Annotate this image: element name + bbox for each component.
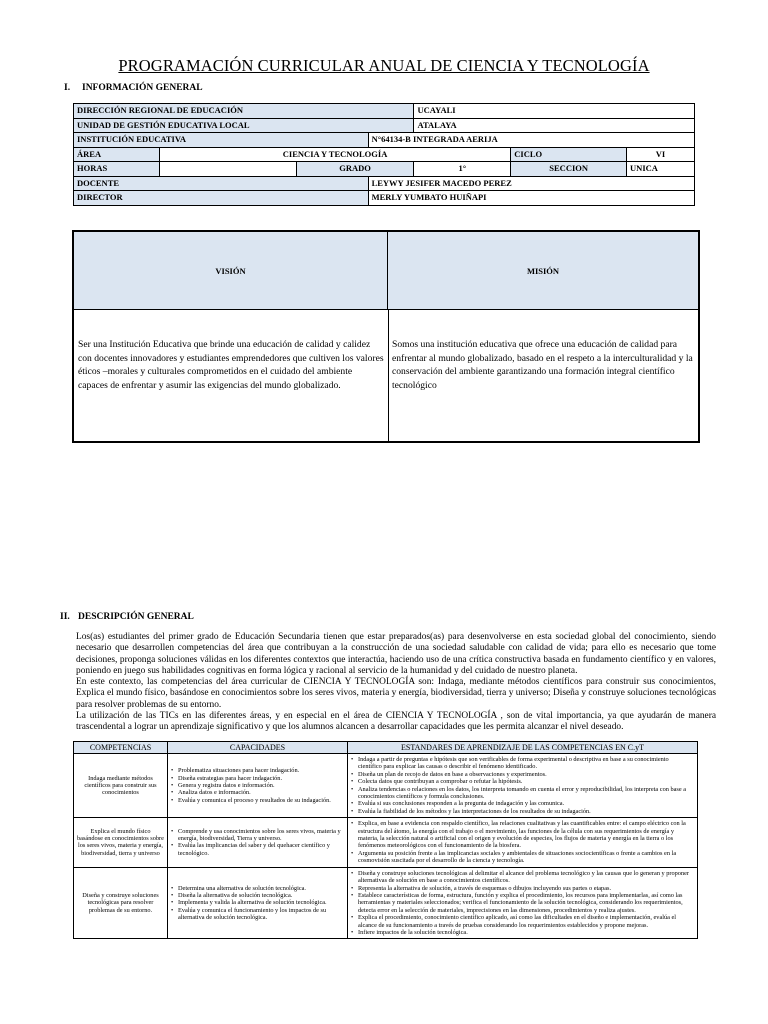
standard-item: • Diseña un plan de recojo de datos en base a observaciones y experimentos. bbox=[351, 771, 694, 778]
competencies-table bbox=[73, 741, 698, 939]
capacity-item: • Evalúa las implicancias del saber y del quehacer científico y tecnológico. bbox=[171, 842, 344, 857]
section-2-number: II. bbox=[60, 612, 70, 622]
ie-value: N°64134-B INTEGRADA AERIJA bbox=[368, 133, 694, 148]
info-row-area bbox=[74, 147, 695, 162]
mission-header: MISIÓN bbox=[388, 232, 698, 310]
grado-label: GRADO bbox=[296, 162, 414, 177]
competency-row bbox=[74, 867, 698, 939]
general-info-table bbox=[73, 103, 695, 206]
info-row-dre bbox=[74, 104, 695, 119]
seccion-label: SECCION bbox=[511, 162, 627, 177]
dre-label: DIRECCIÓN REGIONAL DE EDUCACIÓN bbox=[74, 104, 414, 119]
director-label: DIRECTOR bbox=[74, 191, 369, 206]
vision-text: Ser una Institución Educativa que brinde una educación de calidad y calidez con docentes innovadores y estudiantes emprendedores que cultiven los valores éticos –morales y culturales comprometidos en el cuidado del ambiente capaces de enfrentar y asumir las exigencias del mundo globalizado. bbox=[78, 339, 384, 391]
capacity-item: • Evalúa y comunica el proceso y resultados de su indagación. bbox=[171, 797, 344, 804]
capacities-cell bbox=[168, 867, 348, 939]
standards-cell bbox=[348, 867, 698, 939]
info-row-ugel bbox=[74, 118, 695, 133]
page-title: PROGRAMACIÓN CURRICULAR ANUAL DE CIENCIA Y TECNOLOGÍA bbox=[118, 56, 650, 75]
info-row-director bbox=[74, 191, 695, 206]
standard-item: • Representa la alternativa de solución, a través de esquemas o dibujos incluyendo sus partes o etapas. bbox=[351, 885, 694, 892]
standard-item: • Evalúa si sus conclusiones responden a la pregunta de indagación y las comunica. bbox=[351, 800, 694, 807]
header-capacidades: CAPACIDADES bbox=[168, 742, 348, 754]
competency-row bbox=[74, 754, 698, 818]
ugel-label: UNIDAD DE GESTIÓN EDUCATIVA LOCAL bbox=[74, 118, 414, 133]
mission-text: Somos una institución educativa que ofrece una educación de calidad para enfrentar al mundo globalizado, basado en el respeto a la interculturalidad y la conservación del ambiente garantizando una formación integral científico tecnológico bbox=[392, 339, 693, 391]
capacity-item: • Problematiza situaciones para hacer indagación. bbox=[171, 767, 344, 774]
header-competencias: COMPETENCIAS bbox=[74, 742, 168, 754]
horas-value bbox=[159, 162, 296, 177]
section-2-label: DESCRIPCIÓN GENERAL bbox=[78, 612, 194, 622]
standard-item: • Evalúa la fiabilidad de los métodos y las interpretaciones de los resultados de su indagación. bbox=[351, 808, 694, 815]
vision-header: VISIÓN bbox=[74, 232, 388, 310]
standard-item: • Argumenta su posición frente a las implicancias sociales y ambientales de situaciones sociocientíficas o frente a cambios en la cosmovisión suscitada por el desarrollo de la ciencia y tecnología. bbox=[351, 850, 694, 865]
director-value: MERLY YUMBATO HUIÑAPI bbox=[368, 191, 694, 206]
capacity-item: • Comprende y usa conocimientos sobre los seres vivos, materia y energía, biodiversidad, Tierra y universo. bbox=[171, 828, 344, 843]
description-paragraph-3: La utilización de las TICs en las diferentes áreas, y en especial en el área de CIENCIA Y TECNOLOGÍA , son de vital importancia, ya que ayudarán de manera trascendental a lograr un aprendizaje significativo y que los alumnos alcancen a desarrollar capacidades que les permita alcanzar el nivel deseado. bbox=[76, 711, 716, 733]
description-paragraph-1: Los(as) estudiantes del primer grado de Educación Secundaria tienen que estar preparados(as) para desenvolverse en esta sociedad global del conocimiento, siendo necesario que desarrollen competencias del área que contribuyan a la construcción de una sociedad saludable con calidad de vida; para ello es necesario que tome decisiones, proponga soluciones válidas en los diferentes contextos que interactúa, haciendo uso de una crítica constructiva basada en fundamento científico y en valores, poniendo en juego sus habilidades cognitivas en forma lógica y racional al servicio de la humanidad y del cuidado de nuestro planeta. bbox=[76, 632, 716, 676]
standards-cell bbox=[348, 754, 698, 818]
seccion-value: UNICA bbox=[627, 162, 695, 177]
section-1-heading bbox=[64, 83, 203, 93]
grado-value: 1° bbox=[414, 162, 511, 177]
capacity-item: • Genera y registra datos e información. bbox=[171, 782, 344, 789]
ciclo-value: VI bbox=[627, 147, 695, 162]
section-2-heading bbox=[60, 612, 194, 622]
capacity-item: • Implementa y valida la alternativa de solución tecnológica. bbox=[171, 899, 344, 906]
docente-label: DOCENTE bbox=[74, 176, 369, 191]
area-label: ÁREA bbox=[74, 147, 160, 162]
capacity-item: • Diseña la alternativa de solución tecnológica. bbox=[171, 892, 344, 899]
competency-name: Explica el mundo físico basándose en conocimientos sobre los seres vivos, materia y energía, biodiversidad, tierra y universo bbox=[74, 818, 168, 867]
competencies-header-row bbox=[74, 742, 698, 754]
standard-item: • Infiere impactos de la solución tecnológica. bbox=[351, 929, 694, 936]
section-1-number: I. bbox=[64, 83, 71, 93]
capacity-item: • Diseña estrategias para hacer indagación. bbox=[171, 775, 344, 782]
standard-item: • Diseña y construye soluciones tecnológicas al delimitar el alcance del problema tecnológico y las causas que lo generan y proponer alternativas de solución en base a conocimientos científicos. bbox=[351, 870, 694, 885]
description-paragraph-2: En este contexto, las competencias del área curricular de CIENCIA Y TECNOLOGÍA son: Indaga, mediante métodos científicos para construir sus conocimientos, Explica el mundo físico, basándose en conocimientos sobre los seres vivos, materia y energía, biodiversidad, tierra y universo; Diseña y construye soluciones tecnológicas para resolver problemas de su entorno. bbox=[76, 677, 716, 710]
capacities-cell bbox=[168, 818, 348, 867]
capacities-cell bbox=[168, 754, 348, 818]
header-estandares: ESTANDARES DE APRENDIZAJE DE LAS COMPETENCIAS EN C.yT bbox=[348, 742, 698, 754]
standard-item: • Analiza tendencias o relaciones en los datos, los interpreta tomando en cuenta el error y reproducibilidad, los interpreta con base a conocimientos científicos y formula conclusiones. bbox=[351, 786, 694, 801]
section-1-label: INFORMACIÓN GENERAL bbox=[82, 83, 203, 93]
standard-item: • Explica el procedimiento, conocimiento científico aplicado, así como las dificultades en el diseño e implementación, evalúa el alcance de su funcionamiento a través de pruebas considerando los requerimientos establecidos y propone mejoras. bbox=[351, 914, 694, 929]
capacity-item: • Determina una alternativa de solución tecnológica. bbox=[171, 885, 344, 892]
standard-item: • Establece características de forma, estructura, función y explica el procedimiento, los recursos para implementarlas, así como las herramientas y materiales seleccionados; verifica el funcionamiento de la solución tecnológica, considerando los requerimientos, detecta error en la selección de materiales, imprecisiones en las dimensiones, procedimientos y realiza ajustes. bbox=[351, 892, 694, 914]
competencies-body bbox=[74, 754, 698, 939]
horas-label: HORAS bbox=[74, 162, 160, 177]
competency-name: Diseña y construye soluciones tecnológicas para resolver problemas de su entorno. bbox=[74, 867, 168, 939]
standard-item: • Indaga a partir de preguntas e hipótesis que son verificables de forma experimental o descriptiva en base a su conocimiento científico para explicar las causas o describir el fenómeno identificado. bbox=[351, 756, 694, 771]
competency-row bbox=[74, 818, 698, 867]
vision-mission-box bbox=[72, 230, 700, 443]
docente-value: LEYWY JESIFER MACEDO PEREZ bbox=[368, 176, 694, 191]
ugel-value: ATALAYA bbox=[414, 118, 695, 133]
info-row-ie bbox=[74, 133, 695, 148]
competency-name: Indaga mediante métodos científicos para construir sus conocimientos bbox=[74, 754, 168, 818]
standard-item: • Colecta datos que contribuyan a comprobar o refutar la hipótesis. bbox=[351, 778, 694, 785]
area-value: CIENCIA Y TECNOLOGÍA bbox=[159, 147, 510, 162]
standards-cell bbox=[348, 818, 698, 867]
standard-item: • Explica, en base a evidencia con respaldo científico, las relaciones cualitativas y las cuantificables entre: el campo eléctrico con la estructura del átomo, la energía con el trabajo o el movimiento, las funciones de la célula con sus requerimientos de energía y materia, la selección natural o artificial con el origen y evolución de especies, los flujos de materia y energía en la tierra o los fenómenos meteorológicos con el funcionamiento de la biosfera. bbox=[351, 820, 694, 850]
vision-mission-divider bbox=[388, 310, 389, 441]
capacity-item: • Analiza datos e información. bbox=[171, 789, 344, 796]
ciclo-label: CICLO bbox=[511, 147, 627, 162]
info-row-docente bbox=[74, 176, 695, 191]
dre-value: UCAYALI bbox=[414, 104, 695, 119]
capacity-item: • Evalúa y comunica el funcionamiento y los impactos de su alternativa de solución tecnológica. bbox=[171, 907, 344, 922]
info-row-horas bbox=[74, 162, 695, 177]
ie-label: INSTITUCIÓN EDUCATIVA bbox=[74, 133, 369, 148]
